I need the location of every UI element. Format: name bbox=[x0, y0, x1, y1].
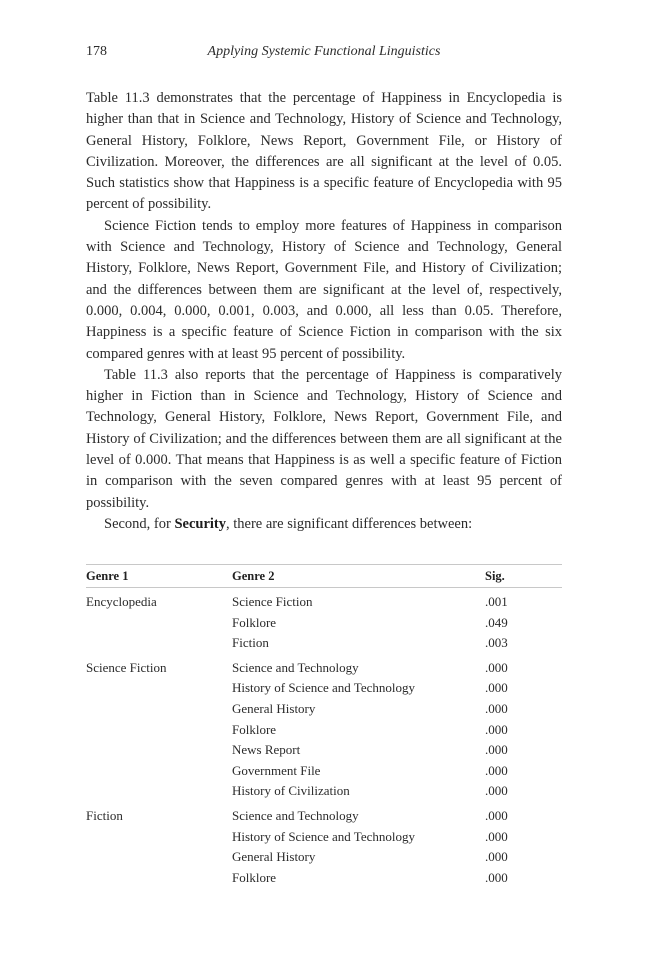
cell-genre-1: Fiction bbox=[86, 807, 123, 823]
security-term: Security bbox=[174, 515, 227, 532]
paragraph: Table 11.3 also reports that the percentage of Happiness is comparatively higher in Fiction than in Science and Technology, History of Science and Technology, General History, Folklore, News Report, Government File, and History of Civilization; and the differences between them are all significant at the level of 0.000. That means that Happiness is as well a specific feature of Fiction in comparison with the seven compared genres with at least 95 percent of possibility. bbox=[86, 366, 562, 511]
table-group bbox=[86, 588, 562, 654]
cell-genre-1: Science Fiction bbox=[86, 659, 167, 675]
table-row bbox=[86, 658, 562, 679]
running-head bbox=[86, 44, 562, 64]
table-row bbox=[86, 761, 562, 782]
cell-genre-2: Government File bbox=[232, 762, 321, 778]
paragraph-list bbox=[86, 88, 562, 514]
running-title: Applying Systemic Functional Linguistics bbox=[207, 44, 441, 59]
paragraph: Table 11.3 demonstrates that the percentage of Happiness in Encyclopedia is higher than that in Science and Technology, History of Science and Technology, General History, Folklore, News Report, Government File, or History of Civilization. Moreover, the differences are all significant at the level of 0.05. Such statistics show that Happiness is a specific feature of Encyclopedia with 95 percent of possibility. bbox=[86, 90, 562, 213]
table-header-row bbox=[86, 564, 562, 588]
cell-sig: .000 bbox=[485, 659, 508, 675]
table-row bbox=[86, 613, 562, 634]
cell-sig: .000 bbox=[485, 783, 508, 799]
cell-genre-2: General History bbox=[232, 700, 316, 716]
table-row bbox=[86, 720, 562, 741]
cell-genre-2: History of Civilization bbox=[232, 783, 350, 799]
table-row bbox=[86, 781, 562, 802]
header-genre-1: Genre 1 bbox=[86, 569, 129, 583]
cell-sig: .000 bbox=[485, 700, 508, 716]
header-sig: Sig. bbox=[485, 569, 505, 583]
cell-sig: .000 bbox=[485, 721, 508, 737]
table-row bbox=[86, 740, 562, 761]
cell-genre-2: Science Fiction bbox=[232, 594, 313, 609]
cell-genre-1: Encyclopedia bbox=[86, 594, 157, 609]
cell-sig: .001 bbox=[485, 594, 508, 609]
table-row bbox=[86, 847, 562, 868]
table-body bbox=[86, 588, 562, 888]
table-row bbox=[86, 806, 562, 827]
cell-genre-2: History of Science and Technology bbox=[232, 828, 415, 844]
cell-sig: .000 bbox=[485, 680, 508, 696]
cell-sig: .003 bbox=[485, 635, 508, 651]
paragraph-security-before: Second, for bbox=[104, 515, 175, 532]
table-row bbox=[86, 678, 562, 699]
cell-sig: .000 bbox=[485, 742, 508, 758]
cell-sig: .000 bbox=[485, 849, 508, 865]
cell-genre-2: News Report bbox=[232, 742, 301, 758]
table-row bbox=[86, 868, 562, 889]
cell-genre-2: Fiction bbox=[232, 635, 269, 651]
cell-sig: .000 bbox=[485, 762, 508, 778]
cell-genre-2: Folklore bbox=[232, 869, 277, 885]
cell-genre-2: Folklore bbox=[232, 721, 277, 737]
table-row bbox=[86, 592, 562, 613]
table-row bbox=[86, 633, 562, 654]
cell-sig: .049 bbox=[485, 614, 508, 630]
cell-genre-2: History of Science and Technology bbox=[232, 680, 415, 696]
body-text bbox=[86, 88, 562, 535]
header-genre-2: Genre 2 bbox=[232, 569, 275, 583]
cell-sig: .000 bbox=[485, 869, 508, 885]
cell-sig: .000 bbox=[485, 828, 508, 844]
table-group bbox=[86, 802, 562, 888]
significance-table bbox=[86, 564, 562, 888]
paragraph: Science Fiction tends to employ more features of Happiness in comparison with Science and Technology, History of Science and Technology, General History, Folklore, News Report, Government File, and History of Civilization; and the differences between them are significant at the level of, respectively, 0.000, 0.004, 0.000, 0.001, 0.003, and 0.000, all less than 0.05. Therefore, Happiness is a specific feature of Science Fiction in comparison with the six compared genres with at least 95 percent of possibility. bbox=[86, 217, 562, 362]
table-group bbox=[86, 654, 562, 802]
table-row bbox=[86, 827, 562, 848]
table-row bbox=[86, 699, 562, 720]
paragraph-security-intro bbox=[86, 514, 562, 535]
cell-genre-2: Science and Technology bbox=[232, 807, 359, 823]
cell-genre-2: Science and Technology bbox=[232, 659, 359, 675]
cell-genre-2: Folklore bbox=[232, 614, 277, 630]
cell-genre-2: General History bbox=[232, 849, 316, 865]
cell-sig: .000 bbox=[485, 807, 508, 823]
page-number: 178 bbox=[86, 44, 107, 59]
paragraph-security-after: , there are significant differences between: bbox=[226, 515, 473, 532]
